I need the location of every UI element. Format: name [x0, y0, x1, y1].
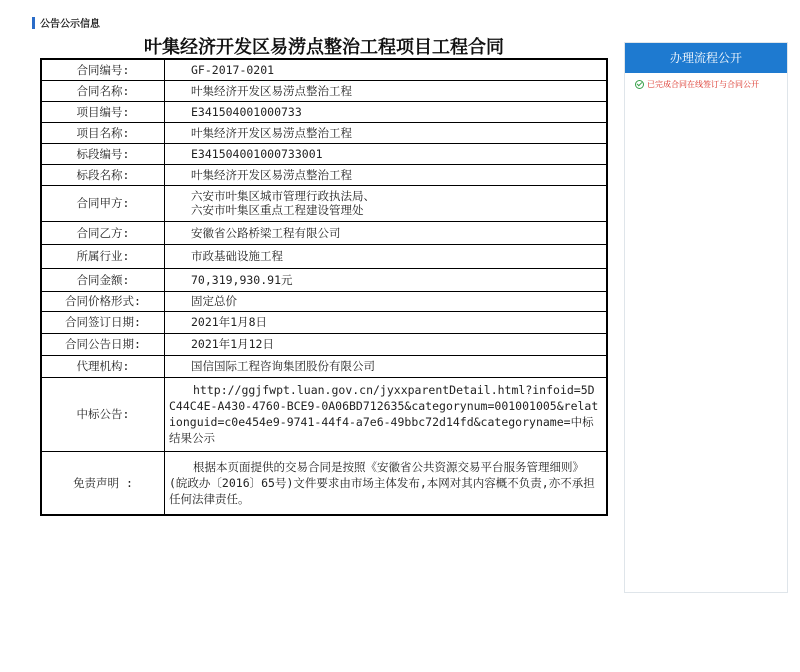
section-number: E341504001000733001: [165, 143, 608, 164]
table-row: [41, 101, 607, 122]
table-row: [41, 143, 607, 164]
table-row: [41, 291, 607, 311]
contract-number: GF-2017-0201: [165, 59, 608, 80]
industry: 市政基础设施工程: [165, 244, 608, 268]
contract-table: [40, 58, 608, 516]
project-name: 叶集经济开发区易涝点整治工程: [165, 122, 608, 143]
section-accent-bar: [32, 17, 35, 29]
table-row: [41, 311, 607, 333]
price-form: 固定总价: [165, 291, 608, 311]
table-row: [41, 244, 607, 268]
table-row: [41, 185, 607, 221]
section-name: 叶集经济开发区易涝点整治工程: [165, 164, 608, 185]
announcement-date: 2021年1月12日: [165, 333, 608, 355]
party-b: 安徽省公路桥梁工程有限公司: [165, 221, 608, 244]
party-a-line-1: 六安市叶集区城市管理行政执法局、: [191, 189, 375, 203]
agency: 国信国际工程咨询集团股份有限公司: [165, 355, 608, 377]
row-label: 合同甲方:: [41, 185, 165, 221]
row-label: 代理机构:: [41, 355, 165, 377]
table-row: [41, 333, 607, 355]
disclaimer-text: 根据本页面提供的交易合同是按照《安徽省公共资源交易平台服务管理细则》(皖政办〔2016〕65号)文件要求由市场主体发布,本网对其内容概不负责,亦不承担任何法律责任。: [169, 459, 595, 506]
row-label: 标段名称:: [41, 164, 165, 185]
section-header: [32, 15, 100, 30]
row-label: 所属行业:: [41, 244, 165, 268]
project-number: E341504001000733: [165, 101, 608, 122]
disclaimer-cell: [165, 451, 608, 515]
row-label: 合同乙方:: [41, 221, 165, 244]
table-row: [41, 451, 607, 515]
contract-amount: 70,319,930.91元: [165, 268, 608, 291]
row-label: 标段编号:: [41, 143, 165, 164]
row-label: 合同价格形式:: [41, 291, 165, 311]
row-label: 合同金额:: [41, 268, 165, 291]
process-panel: [624, 42, 788, 593]
table-row: [41, 80, 607, 101]
process-step-text: 已完成合同在线签订与合同公开: [647, 80, 759, 89]
page-title: 叶集经济开发区易涝点整治工程项目工程合同: [144, 37, 504, 58]
row-label: 项目名称:: [41, 122, 165, 143]
award-announcement-cell: [165, 377, 608, 451]
row-label: 合同签订日期:: [41, 311, 165, 333]
contract-name: 叶集经济开发区易涝点整治工程: [165, 80, 608, 101]
process-step: [635, 79, 787, 90]
row-label: 中标公告:: [41, 377, 165, 451]
table-row: [41, 355, 607, 377]
row-label: 合同公告日期:: [41, 333, 165, 355]
process-panel-title: 办理流程公开: [625, 43, 787, 73]
party-a-line-2: 六安市叶集区重点工程建设管理处: [191, 203, 364, 217]
row-label: 合同编号:: [41, 59, 165, 80]
table-row: [41, 221, 607, 244]
party-a: [165, 185, 608, 221]
award-announcement-link[interactable]: http://ggjfwpt.luan.gov.cn/jyxxparentDetail.html?infoid=5DC44C4E-A430-4760-BCE9-0A06BD712635&categorynum=001001005&relationguid=c0e454e9-9741-44f4-a7e6-49bbc72d14fd&categoryname=中标结果公示: [169, 383, 599, 445]
row-label: 免责声明 :: [41, 451, 165, 515]
table-row: [41, 59, 607, 80]
signing-date: 2021年1月8日: [165, 311, 608, 333]
table-row: [41, 268, 607, 291]
table-row: [41, 164, 607, 185]
section-title: 公告公示信息: [40, 19, 100, 30]
row-label: 合同名称:: [41, 80, 165, 101]
row-label: 项目编号:: [41, 101, 165, 122]
check-circle-icon: [635, 80, 644, 89]
table-row: [41, 122, 607, 143]
table-row: [41, 377, 607, 451]
